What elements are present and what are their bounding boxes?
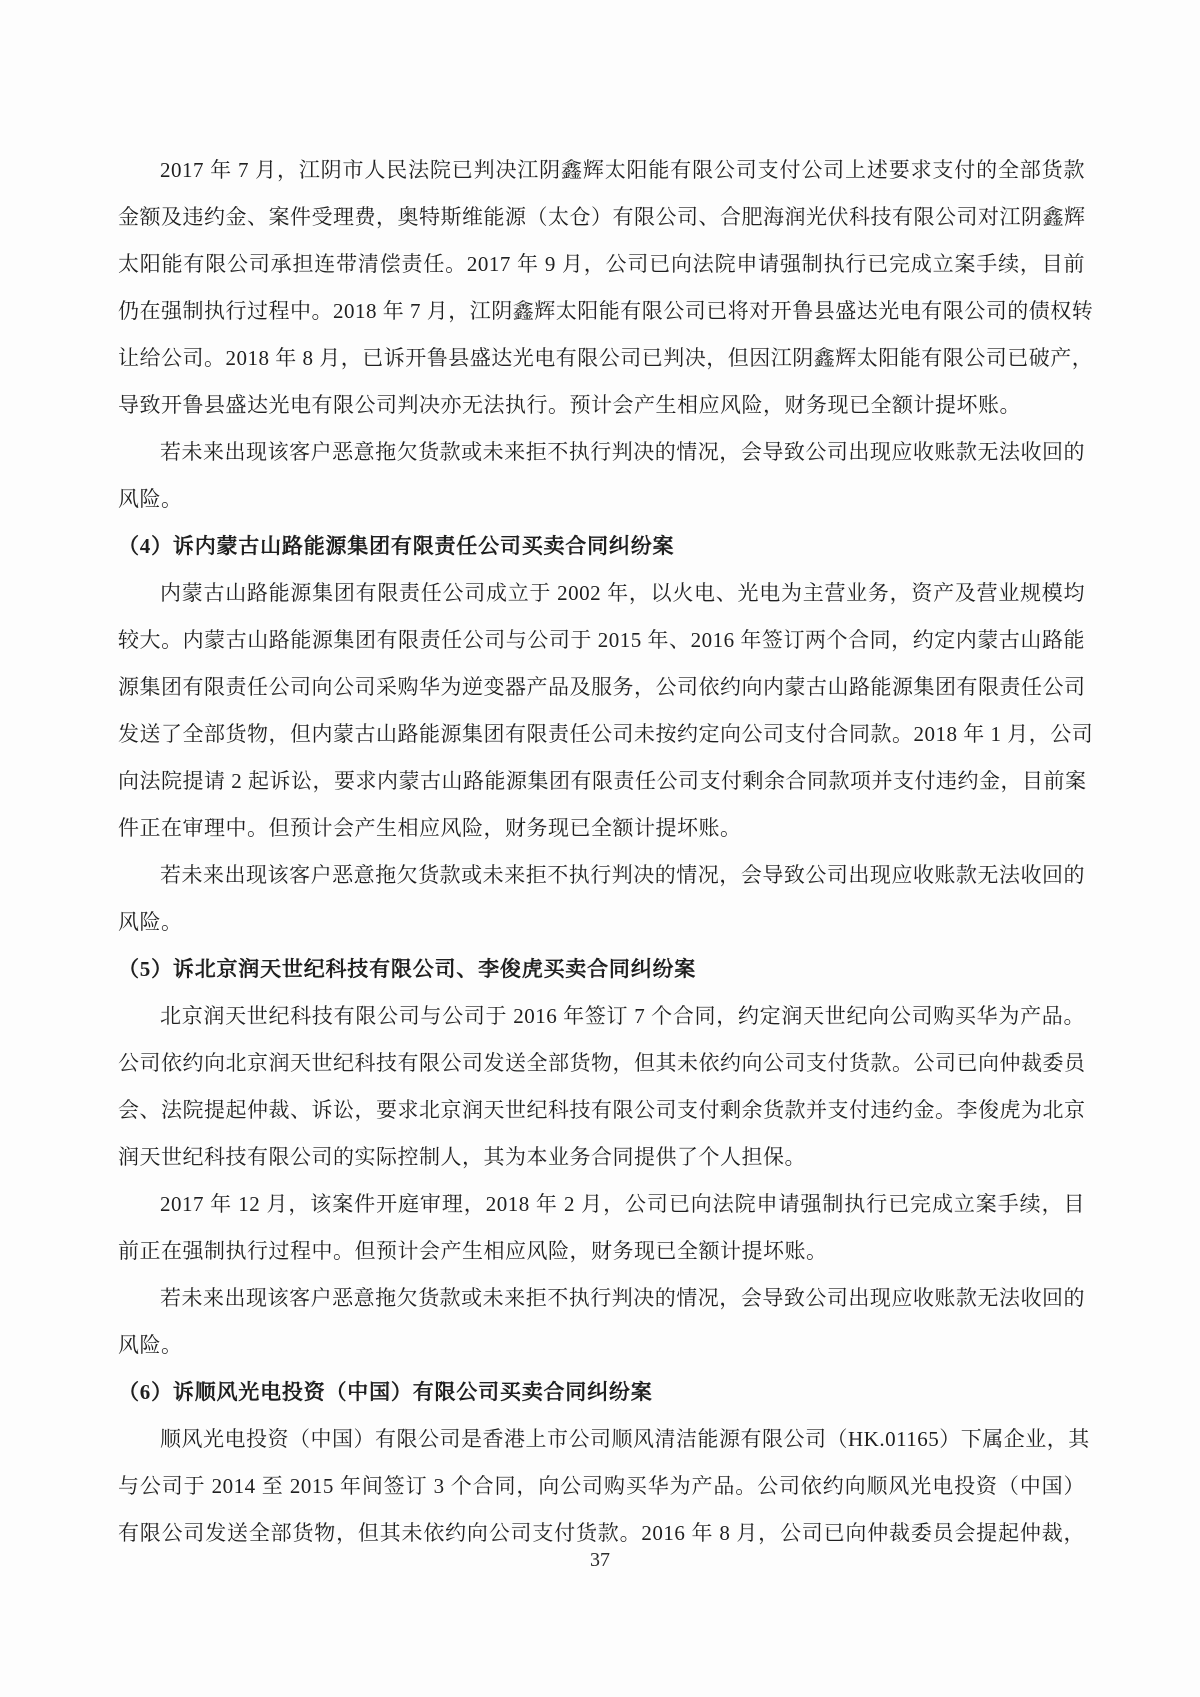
section-heading-6: （6）诉顺风光电投资（中国）有限公司买卖合同纠纷案 [118, 1380, 653, 1404]
text-line: 有限公司发送全部货物，但其未依约向公司支付货款。2016 年 8 月，公司已向仲裁委员会提起仲裁， [118, 1521, 1085, 1545]
page-body-text [118, 147, 1094, 1557]
text-line: 较大。内蒙古山路能源集团有限责任公司与公司于 2015 年、2016 年签订两个合同，约定内蒙古山路能 [118, 628, 1085, 652]
page-number: 37 [590, 1549, 610, 1571]
text-line: 导致开鲁县盛达光电有限公司判决亦无法执行。预计会产生相应风险，财务现已全额计提坏账。 [118, 393, 1021, 417]
text-line: 北京润天世纪科技有限公司与公司于 2016 年签订 7 个合同，约定润天世纪向公司购买华为产品。 [160, 1004, 1085, 1028]
text-line: 会、法院提起仲裁、诉讼，要求北京润天世纪科技有限公司支付剩余货款并支付违约金。李俊虎为北京 [118, 1098, 1086, 1122]
text-line: 向法院提请 2 起诉讼，要求内蒙古山路能源集团有限责任公司支付剩余合同款项并支付违约金，目前案 [118, 769, 1087, 793]
text-line: 内蒙古山路能源集团有限责任公司成立于 2002 年，以火电、光电为主营业务，资产及营业规模均 [160, 581, 1085, 605]
text-line: 前正在强制执行过程中。但预计会产生相应风险，财务现已全额计提坏账。 [118, 1239, 828, 1263]
text-line: 若未来出现该客户恶意拖欠货款或未来拒不执行判决的情况，会导致公司出现应收账款无法收回的 [160, 863, 1085, 887]
section-heading-4: （4）诉内蒙古山路能源集团有限责任公司买卖合同纠纷案 [118, 534, 675, 558]
text-line: 若未来出现该客户恶意拖欠货款或未来拒不执行判决的情况，会导致公司出现应收账款无法收回的 [160, 1286, 1085, 1310]
text-line: 公司依约向北京润天世纪科技有限公司发送全部货物，但其未依约向公司支付货款。公司已向仲裁委员 [118, 1051, 1086, 1075]
text-line: 仍在强制执行过程中。2018 年 7 月，江阴鑫辉太阳能有限公司已将对开鲁县盛达光电有限公司的债权转 [118, 299, 1094, 323]
text-line: 件正在审理中。但预计会产生相应风险，财务现已全额计提坏账。 [118, 816, 742, 840]
section-heading-5: （5）诉北京润天世纪科技有限公司、李俊虎买卖合同纠纷案 [118, 957, 697, 981]
text-line: 金额及违约金、案件受理费，奥特斯维能源（太仓）有限公司、合肥海润光伏科技有限公司对江阴鑫辉 [118, 205, 1086, 229]
text-line: 风险。 [118, 910, 183, 934]
text-line: 与公司于 2014 至 2015 年间签订 3 个合同，向公司购买华为产品。公司依约向顺风光电投资（中国） [118, 1474, 1085, 1498]
text-line: 顺风光电投资（中国）有限公司是香港上市公司顺风清洁能源有限公司（HK.01165）下属企业，其 [160, 1427, 1090, 1451]
text-line: 2017 年 12 月，该案件开庭审理，2018 年 2 月，公司已向法院申请强制执行已完成立案手续，目 [160, 1192, 1085, 1216]
text-line: 若未来出现该客户恶意拖欠货款或未来拒不执行判决的情况，会导致公司出现应收账款无法收回的 [160, 440, 1085, 464]
text-line: 风险。 [118, 487, 183, 511]
text-line: 发送了全部货物，但内蒙古山路能源集团有限责任公司未按约定向公司支付合同款。2018 年 1 月，公司 [118, 722, 1094, 746]
text-line: 源集团有限责任公司向公司采购华为逆变器产品及服务，公司依约向内蒙古山路能源集团有限责任公司 [118, 675, 1086, 699]
text-line: 风险。 [118, 1333, 183, 1357]
text-line: 太阳能有限公司承担连带清偿责任。2017 年 9 月，公司已向法院申请强制执行已完成立案手续，目前 [118, 252, 1085, 276]
text-line: 润天世纪科技有限公司的实际控制人，其为本业务合同提供了个人担保。 [118, 1145, 806, 1169]
text-line: 让给公司。2018 年 8 月，已诉开鲁县盛达光电有限公司已判决，但因江阴鑫辉太阳能有限公司已破产， [118, 346, 1094, 370]
text-line: 2017 年 7 月，江阴市人民法院已判决江阴鑫辉太阳能有限公司支付公司上述要求支付的全部货款 [160, 158, 1085, 182]
